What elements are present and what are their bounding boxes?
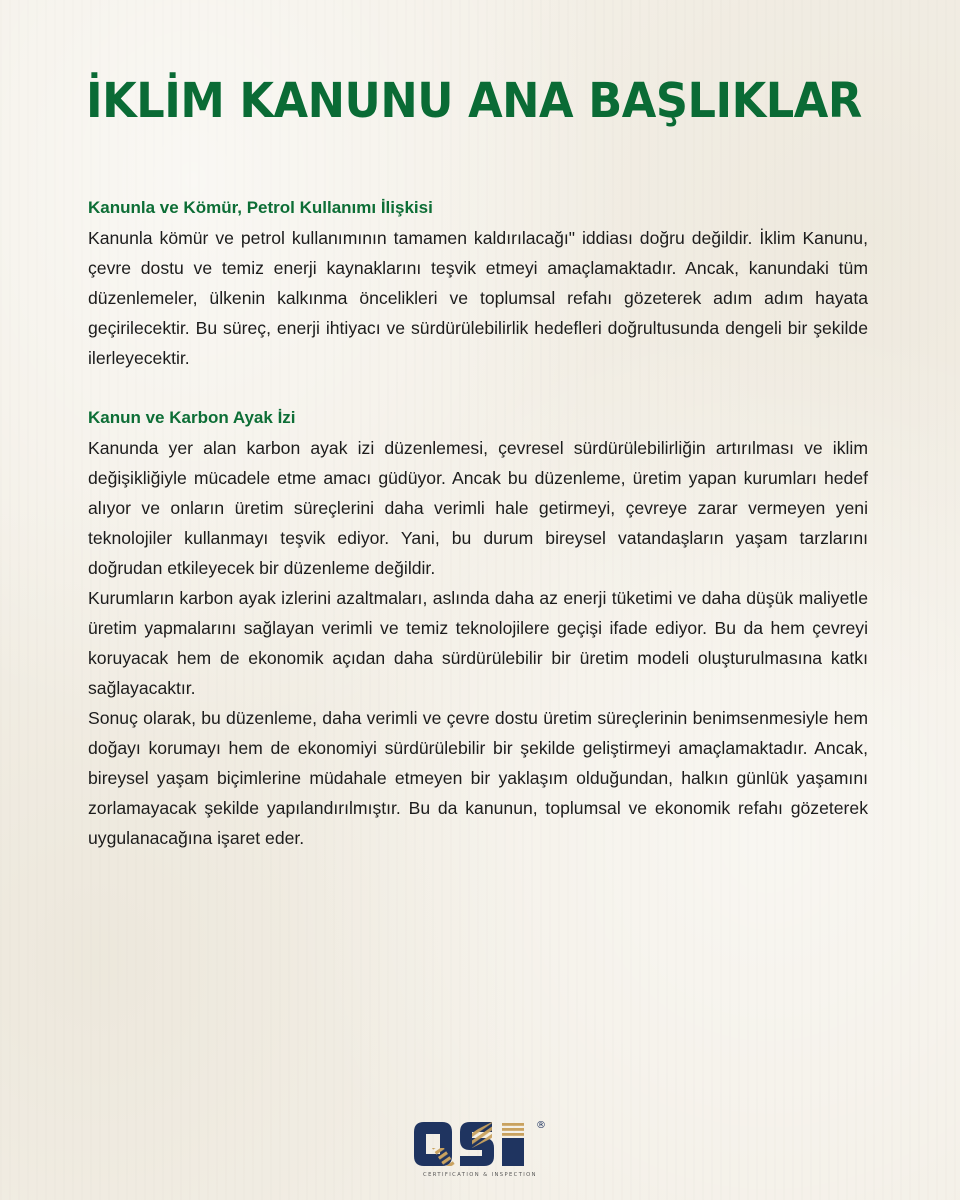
section-carbon-footprint [88, 403, 868, 853]
section-spacer [88, 373, 868, 403]
paragraph: Sonuç olarak, bu düzenleme, daha verimli ve çevre dostu üretim süreçlerinin benimsenmesiyle hem doğayı korumayı hem de ekonomiyi sürdürülebilir bir şekilde geliştirmeyi amaçlamaktadır. Ancak, bireysel yaşam biçimlerine müdahale etmeyen bir yaklaşım olduğundan, halkın günlük yaşamını zorlamayacak şekilde yapılandırılmıştır. Bu da kanunun, toplumsal ve ekonomik refahı gözeterek uygulanacağına işaret eder. [88, 708, 868, 848]
section-heading: Kanun ve Karbon Ayak İzi [88, 408, 296, 427]
qsi-logo-mark-icon [410, 1118, 536, 1172]
logo-tagline: CERTIFICATION & INSPECTION [423, 1172, 537, 1178]
document-body [88, 193, 868, 853]
qsi-logo [410, 1118, 550, 1184]
paragraph: Kanunla kömür ve petrol kullanımının tamamen kaldırılacağı" iddiası doğru değildir. İklim Kanunu, çevre dostu ve temiz enerji kaynaklarını teşvik etmeyi amaçlamaktadır. Ancak, kanundaki tüm düzenlemeler, ülkenin kalkınma öncelikleri ve toplumsal refahı gözeterek adım adım hayata geçirilecektir. Bu süreç, enerji ihtiyacı ve sürdürülebilirlik hedefleri doğrultusunda dengeli bir şekilde ilerleyecektir. [88, 228, 868, 368]
section-heading: Kanunla ve Kömür, Petrol Kullanımı İlişkisi [88, 198, 433, 217]
paragraph: Kanunda yer alan karbon ayak izi düzenlemesi, çevresel sürdürülebilirliğin artırılması ve iklim değişikliğiyle mücadele etme amacı güdüyor. Ancak bu düzenleme, üretim yapan kurumları hedef alıyor ve onların üretim süreçlerini daha verimli hale getirmeyi, çevreye zarar vermeyen yeni teknolojiler kullanmayı teşvik ediyor. Yani, bu durum bireysel vatandaşların yaşam tarzlarını doğrudan etkileyecek bir düzenleme değildir. [88, 438, 868, 578]
registered-mark: ® [536, 1120, 546, 1131]
page-title: İKLİM KANUNU ANA BAŞLIKLAR [86, 73, 862, 129]
paragraph: Kurumların karbon ayak izlerini azaltmaları, aslında daha az enerji tüketimi ve daha düşük maliyetle üretim yapmalarını sağlayan verimli ve temiz teknolojilere geçişi ifade ediyor. Bu da hem çevreyi koruyacak hem de ekonomik açıdan daha sürdürülebilir bir üretim modeli oluşturulmasına katkı sağlayacaktır. [88, 588, 868, 698]
section-coal-petrol [88, 193, 868, 373]
